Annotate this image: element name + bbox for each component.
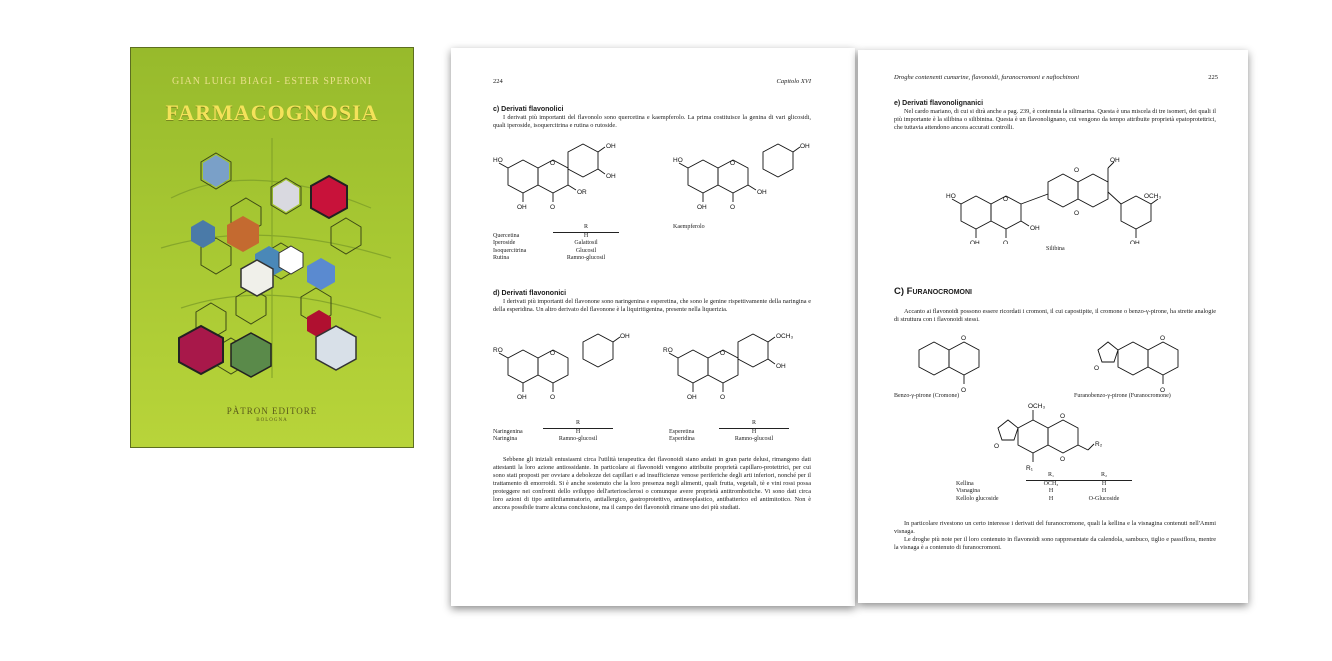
svg-text:OH: OH [517, 394, 527, 401]
svg-text:O: O [720, 350, 726, 357]
svg-text:O: O [1094, 365, 1100, 372]
cover-authors: GIAN LUIGI BIAGI - ESTER SPERONI [171, 76, 373, 87]
closing-paragraph: Sebbene gli iniziali entusiasmi circa l'utilità terapeutica dei flavonoidi siano andati in gran parte delusi, rimangono dati attestanti la loro azione antiossidante. In particolare ai flavonoidi vengono attribuite proprietà capillaro-protettrici, per cui sono stati proposti per ovviare a debolezze dei capillari e ad insufficienze venose periferiche degli arti inferiori, nonché per il trattamento di emorroidi. Si è anche sostenuto che la loro presenza negli alimenti, quali frutta, vegetali, tè e vini rossi possa proteggere nei confronti dello sviluppo dell'arteriosclerosi o comunque avere proprietà antitrombotiche. Vi sono dati circa loro azioni di tipo antiinfiammatorio, antiallergico, gastroprotettivo, antineoplastico, antibatterico ed antimitotico. Non è ancora possibile trarre alcuna conclusione, ma il campo dei flavonoidi rimane uno dei più studiati. [493, 456, 811, 511]
svg-text:OH: OH [757, 189, 767, 196]
svg-text:OR: OR [577, 189, 587, 196]
svg-text:O: O [550, 350, 556, 357]
svg-text:O: O [961, 335, 967, 342]
svg-text:O: O [994, 443, 1000, 450]
svg-text:OH: OH [970, 240, 980, 244]
left-page [451, 48, 855, 606]
cover-city: BOLOGNA [256, 418, 288, 423]
table-row: Naringenina H [493, 428, 581, 435]
svg-text:OH: OH [1130, 240, 1140, 244]
svg-text:OH: OH [697, 204, 707, 211]
table-row: Isoquercitrina Glucosil [493, 247, 597, 254]
svg-text:O: O [730, 204, 736, 211]
svg-text:O: O [720, 394, 726, 401]
svg-text:HO: HO [673, 157, 683, 164]
table-row: Kellina OCH₃ H [956, 480, 1107, 487]
svg-text:RO: RO [493, 347, 503, 354]
hesperetin-structure [663, 328, 823, 410]
book-cover [131, 48, 413, 447]
section-c-text: I derivati più importanti del flavonolo sono quercetina e kaempferolo. La prima costituisce la genina di vari glicosidi, quali iperoside, isoquercitrina e rutina o rutoside. [493, 114, 811, 129]
cover-title: FARMACOGNOSIA [165, 100, 379, 125]
section-d-text: I derivati più importanti del flavonone sono naringenina e esperetina, che sono le genine rispettivamente della naringina e della esperidina. Un altro derivato del flavonone è la liquiritigenina, presente nella liquerizia. [493, 298, 811, 313]
section-C-text: Accanto ai flavonoidi possono essere ricordati i cromoni, il cui capostipite, il cromone o benzo-γ-pirone, ha strette analogie di struttura con i flavonoidi stessi. [894, 308, 1216, 323]
svg-text:O: O [1160, 387, 1166, 394]
right-page [858, 50, 1248, 603]
svg-text:OH: OH [606, 173, 616, 180]
svg-text:OH: OH [606, 143, 616, 150]
svg-text:R₁: R₁ [1026, 465, 1033, 472]
table-row: Visnagina H H [956, 488, 1107, 494]
svg-text:O: O [1003, 196, 1009, 203]
page-number-right: 225 [1208, 74, 1218, 81]
running-head-left: Capitolo XVI [776, 78, 811, 85]
svg-text:O: O [1060, 456, 1066, 463]
svg-text:OH: OH [800, 143, 810, 150]
svg-text:O: O [1060, 413, 1066, 420]
section-c-heading: c) Derivati flavonolici [493, 106, 564, 113]
table-row: Iperoside Galattosil [493, 240, 598, 246]
svg-text:OCH₃: OCH₃ [776, 333, 794, 340]
section-d-heading: d) Derivati flavononici [493, 290, 567, 297]
silibina-caption: Silibina [1046, 246, 1065, 252]
final-text: In particolare rivestono un certo interesse i derivati del furanocromone, quali la kellina e la visnagina contenuti nell'Ammi visnaga. Le droghe più note per il loro contenuto in flavonoidi sono rappresentate da calendola, sambuco, tiglio e passiflora, mentre la visnaga è a contenuto di furanocromoni. [894, 520, 1216, 551]
svg-text:HO: HO [946, 193, 956, 200]
naringenin-structure [493, 328, 643, 410]
cromone-caption: Benzo-γ-pirone (Cromone) [894, 393, 960, 399]
kellina-structure [990, 398, 1120, 478]
table-row: Rutina Ramno-glucosil [493, 255, 606, 261]
svg-text:RO: RO [663, 347, 673, 354]
quercetin-structure [493, 138, 643, 220]
svg-text:OH: OH [776, 363, 786, 370]
svg-text:OCH₃: OCH₃ [1144, 193, 1162, 200]
svg-text:O: O [730, 160, 736, 167]
kaempferol-structure [673, 138, 823, 220]
kaempferol-caption: Kaempferolo [673, 224, 705, 230]
furanocromone-structure [1094, 330, 1204, 396]
kellina-table: R₁ R₂ Kellina OCH₃ H Visnagina H H Kellolo glucoside H O-Glucoside [956, 472, 1156, 503]
svg-text:O: O [1074, 210, 1080, 217]
table-row: Naringina Ramno-glucosil [493, 436, 598, 442]
cover-artwork [131, 48, 413, 447]
svg-text:OH: OH [687, 394, 697, 401]
table-row: Quercetina H [493, 232, 589, 239]
cromone-structure [914, 330, 1004, 396]
svg-text:OH: OH [620, 333, 630, 340]
quercetin-table: R Quercetina H Iperoside Galattosil Isoquercitrina Glucosil Rutina Ramno-glucosil [493, 224, 638, 263]
svg-text:O: O [550, 394, 556, 401]
section-e-heading: e) Derivati flavonolignanici [894, 100, 984, 107]
table-row: Esperetina H [669, 428, 757, 435]
svg-text:O: O [1160, 335, 1166, 342]
silibina-structure [946, 154, 1166, 244]
svg-text:O: O [1003, 240, 1009, 244]
svg-text:OH: OH [1030, 225, 1040, 232]
cover-publisher: PÀTRON EDITORE [226, 406, 318, 416]
svg-text:O: O [550, 204, 556, 211]
section-e-text: Nel cardo mariano, di cui si dirà anche a pag. 239, è contenuta la silimarina. Questa è una miscela di tre isomeri, dei quali il più importante è la silibina o silibinina. Questa è un flavonolignano, cui vengono da tempo attribuite proprietà epatoprotettrici, che tuttavia attendono ancora accurati controlli. [894, 108, 1216, 131]
running-head-right: Droghe contenenti cumarine, flavonoidi, furanocromoni e naftochinoni [894, 74, 1080, 81]
table-row: Kellolo glucoside H O-Glucoside [956, 495, 1120, 502]
svg-text:OH: OH [517, 204, 527, 211]
hesperetin-table: R Esperetina H Esperidina Ramno-glucosil [669, 420, 809, 444]
svg-text:O: O [550, 160, 556, 167]
svg-text:OH: OH [1110, 157, 1120, 164]
naringenin-table: R Naringenina H Naringina Ramno-glucosil [493, 420, 633, 444]
furanocromone-caption: Furanobenzo-γ-pirone (Furanocromone) [1074, 393, 1171, 399]
svg-text:HO: HO [493, 157, 503, 164]
svg-text:R₂: R₂ [1095, 441, 1103, 448]
svg-text:OCH₃: OCH₃ [1028, 403, 1046, 410]
table-row: Esperidina Ramno-glucosil [669, 436, 774, 442]
svg-text:O: O [961, 387, 967, 394]
section-C-heading: C) Furanocromoni [894, 286, 972, 297]
page-number-left: 224 [493, 78, 503, 85]
svg-text:O: O [1074, 167, 1080, 174]
